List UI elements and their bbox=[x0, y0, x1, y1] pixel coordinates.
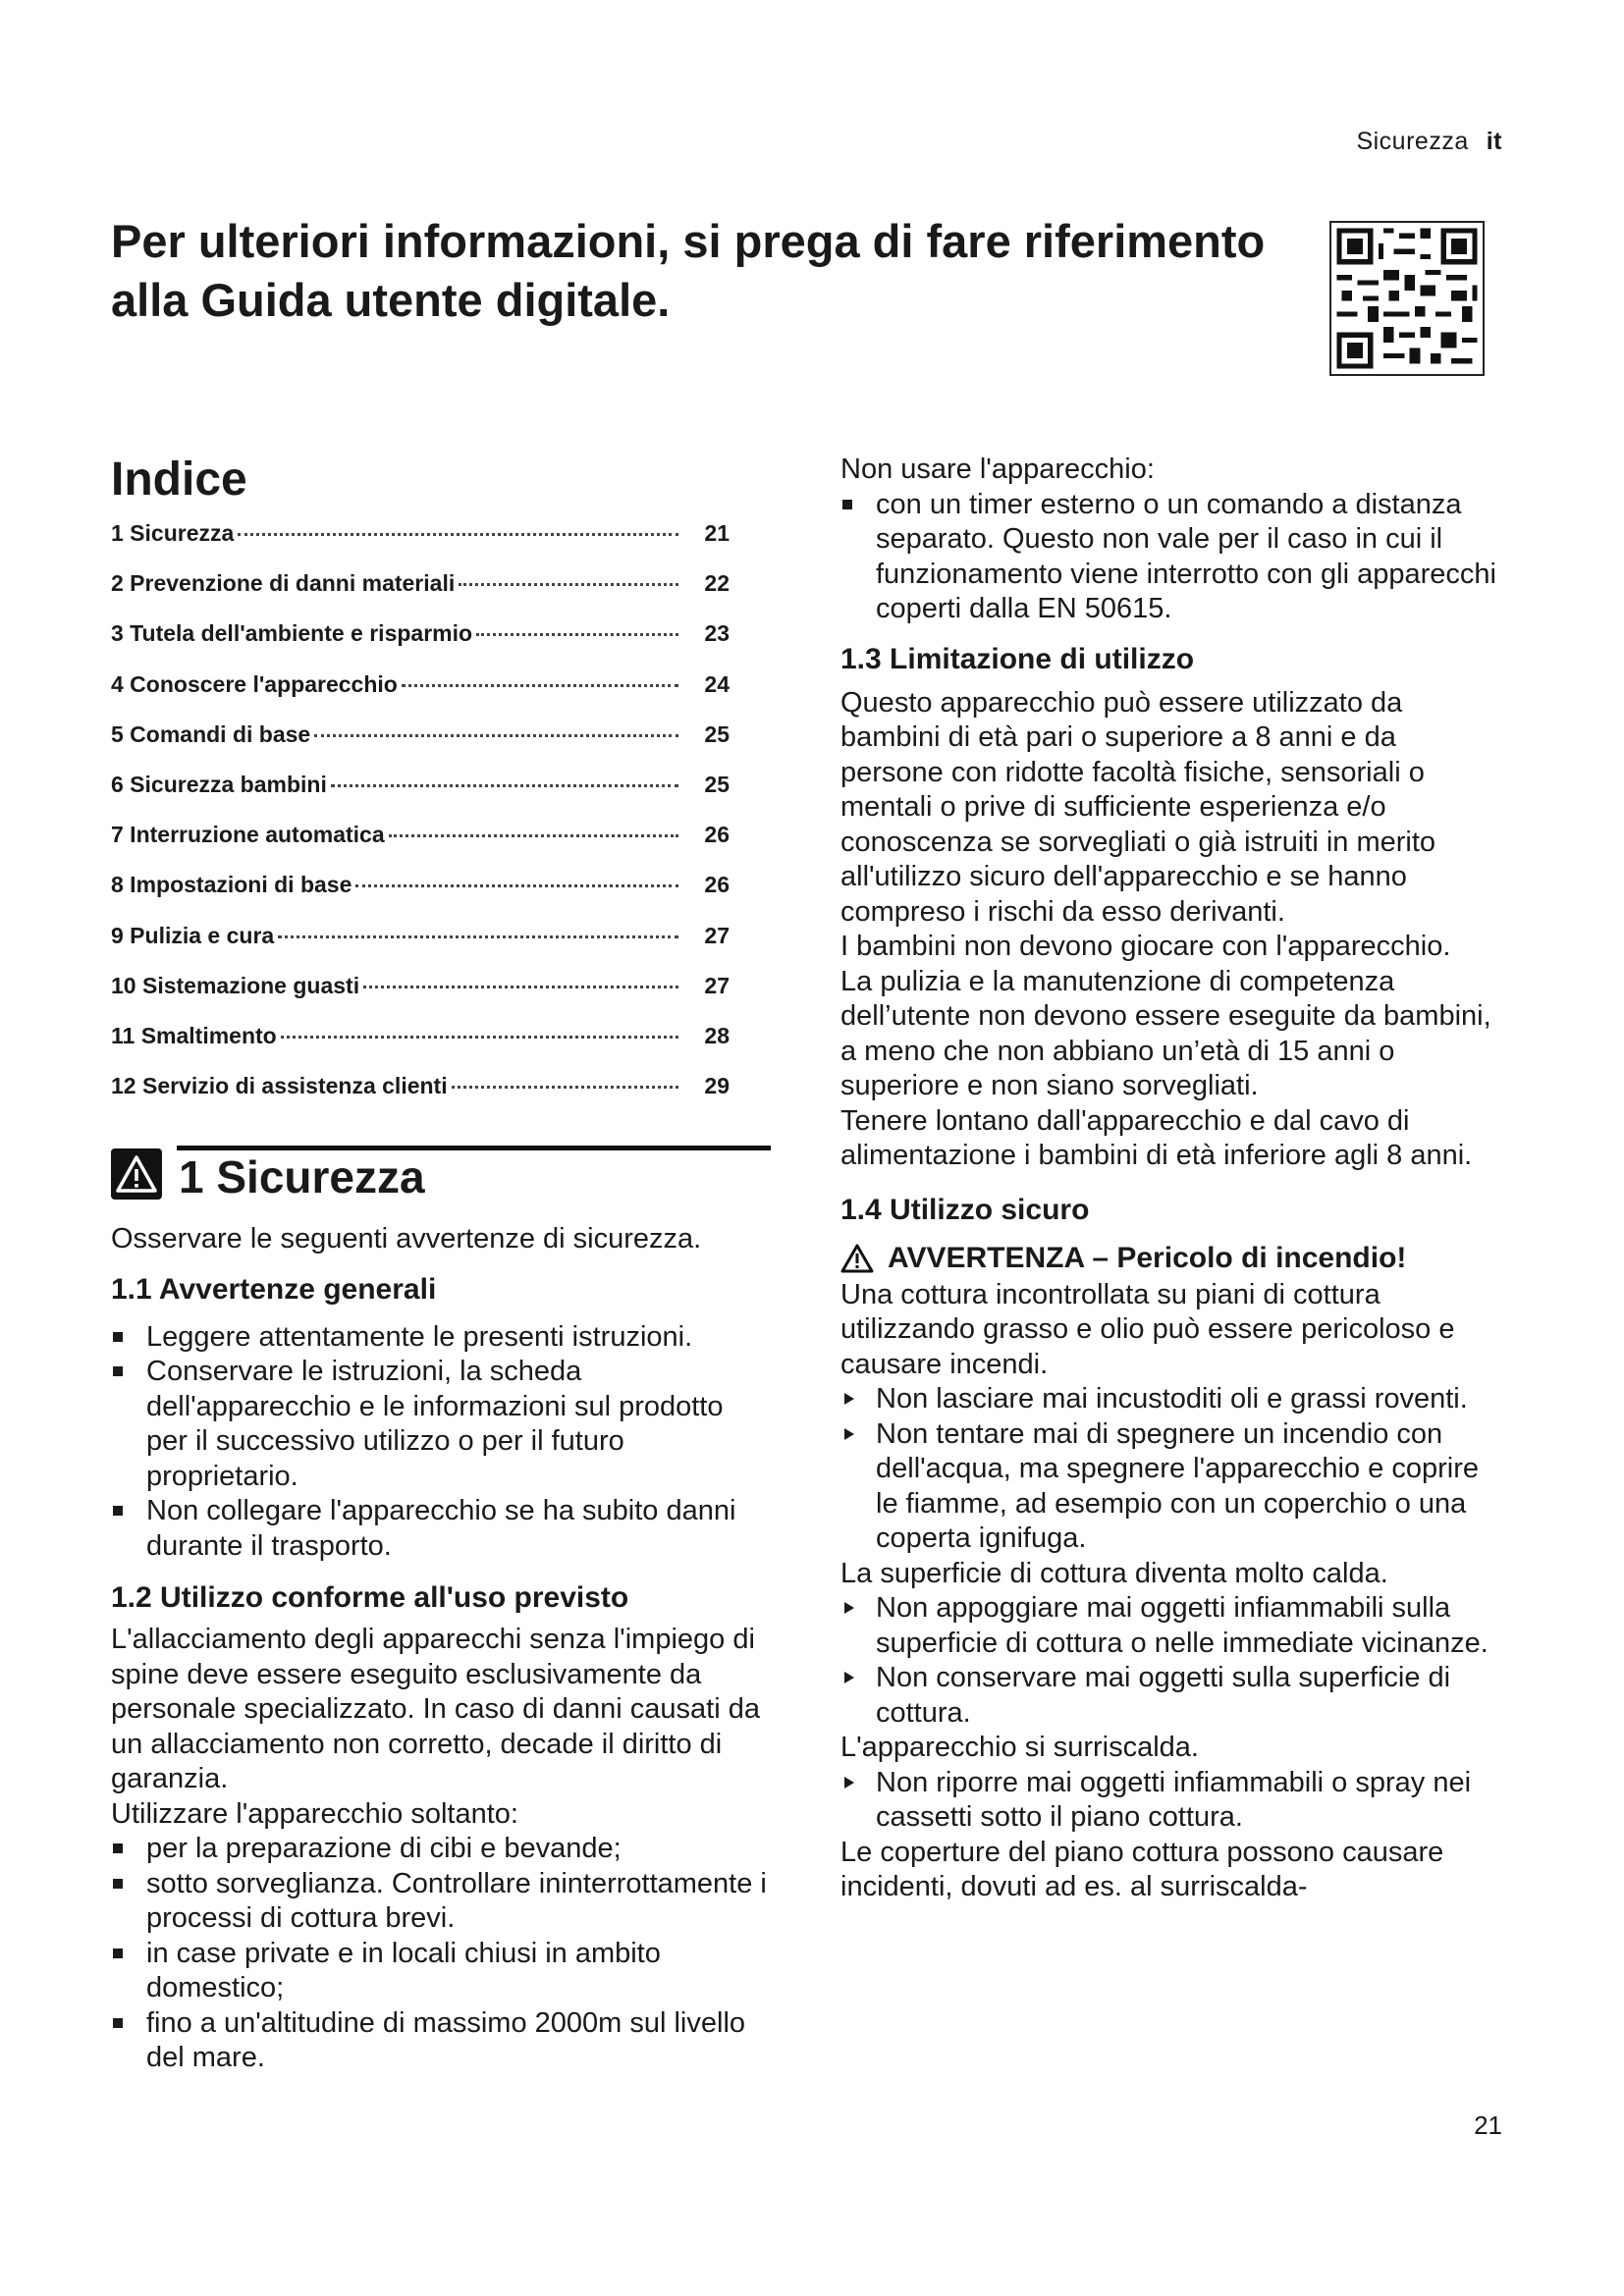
list-item: Non tentare mai di spegnere un incendio con dell'acqua, ma spegnere l'apparecchio e coprire le fiamme, ad esempio con un coperchio o una coperta ignifuga. bbox=[840, 1417, 1498, 1557]
list-item: fino a un'altitudine di massimo 2000m sul livello del mare. bbox=[111, 2006, 771, 2076]
fire-warning bbox=[840, 1239, 1498, 1278]
warning-icon bbox=[111, 1148, 162, 1200]
section-intro: Osservare le seguenti avvertenze di sicurezza. bbox=[111, 1223, 702, 1255]
heading-1-1: 1.1 Avvertenze generali bbox=[111, 1272, 437, 1306]
warning-text: AVVERTENZA – Pericolo di incendio! bbox=[888, 1241, 1407, 1274]
warning-triangle-icon bbox=[840, 1244, 874, 1273]
list-item: Leggere attentamente le presenti istruzioni. bbox=[111, 1320, 771, 1356]
list-item: Conservare le istruzioni, la scheda dell'apparecchio e le informazioni sul prodotto per il successivo utilizzo o per il futuro proprietario. bbox=[111, 1355, 771, 1494]
page-number: 21 bbox=[1474, 2110, 1502, 2140]
forbidden-use-list bbox=[840, 488, 1498, 627]
toc-entry[interactable]: 2 Prevenzione di danni materiali 22 bbox=[111, 570, 730, 597]
toc-entry[interactable]: 4 Conoscere l'apparecchio 24 bbox=[111, 670, 730, 697]
general-warnings-list bbox=[111, 1320, 771, 1565]
toc-entry[interactable]: 1 Sicurezza 21 bbox=[111, 520, 730, 546]
paragraph: La superficie di cottura diventa molto calda. bbox=[840, 1557, 1388, 1589]
list-item: Non conservare mai oggetti sulla superficie di cottura. bbox=[840, 1661, 1498, 1731]
list-item: Non collegare l'apparecchio se ha subito danni durante il trasporto. bbox=[111, 1494, 771, 1564]
toc-entry[interactable]: 3 Tutela dell'ambiente e risparmio 23 bbox=[111, 620, 730, 647]
header-lang: it bbox=[1486, 128, 1502, 155]
list-item: Non lasciare mai incustoditi oli e grassi roventi. bbox=[840, 1382, 1498, 1417]
paragraph: I bambini non devono giocare con l'apparecchio. bbox=[840, 931, 1451, 962]
heading-1-3: 1.3 Limitazione di utilizzo bbox=[840, 642, 1195, 675]
left-column-body bbox=[111, 1222, 771, 2076]
paragraph: Questo apparecchio può essere utilizzato da bambini di età pari o superiore a 8 anni e da persone con ridotte facoltà fisiche, sensoriali o mentali o prive di sufficiente esperienza e/o conoscenza se sorvegliati o già istruiti in merito all'utilizzo sicuro dell'apparecchio e se hanno compreso i rischi da esso derivanti. bbox=[840, 686, 1436, 928]
heading-1-4: 1.4 Utilizzo sicuro bbox=[840, 1193, 1090, 1226]
toc-entry[interactable]: 12 Servizio di assistenza clienti 29 bbox=[111, 1073, 730, 1099]
paragraph: Le coperture del piano cottura possono causare incidenti, dovuti ad es. al surriscalda- bbox=[840, 1836, 1444, 1902]
toc-entry[interactable]: 10 Sistemazione guasti 27 bbox=[111, 972, 730, 998]
toc-entry[interactable]: 6 Sicurezza bambini 25 bbox=[111, 771, 730, 797]
header-section: Sicurezza bbox=[1356, 128, 1469, 155]
list-item: Non riporre mai oggetti infiammabili o spray nei cassetti sotto il piano cottura. bbox=[840, 1766, 1498, 1836]
heading-1-2: 1.2 Utilizzo conforme all'uso previsto bbox=[111, 1581, 629, 1614]
paragraph: La pulizia e la manutenzione di competenza dell’utente non devono essere eseguite da bambini, a meno che non abbiano un’età di 15 anni o superiore e non siano sorvegliati. bbox=[840, 965, 1491, 1101]
table-of-contents bbox=[111, 520, 730, 1123]
digital-guide-banner: Per ulteriori informazioni, si prega di fare riferimento alla Guida utente digitale. bbox=[111, 215, 1266, 326]
fire-instructions-list bbox=[840, 1382, 1498, 1557]
paragraph: Una cottura incontrollata su piani di cottura utilizzando grasso e olio può essere pericoloso e causare incendi. bbox=[840, 1278, 1455, 1380]
toc-title: Indice bbox=[111, 454, 247, 506]
right-column-body bbox=[840, 453, 1498, 1905]
toc-entry[interactable]: 7 Interruzione automatica 26 bbox=[111, 822, 730, 848]
list-item: in case private e in locali chiusi in ambito domestico; bbox=[111, 1937, 771, 2006]
toc-entry[interactable]: 5 Comandi di base 25 bbox=[111, 721, 730, 747]
qr-code-icon bbox=[1329, 221, 1485, 376]
hot-surface-list bbox=[840, 1591, 1498, 1731]
paragraph: L'allacciamento degli apparecchi senza l'impiego di spine deve essere eseguito esclusivamente da personale specializzato. In caso di danni causati da un allacciamento non corretto, decade il diritto di garanzia. bbox=[111, 1624, 760, 1794]
list-item: con un timer esterno o un comando a distanza separato. Questo non vale per il caso in cui il funzionamento viene interrotto con gli apparecchi coperti dalla EN 50615. bbox=[840, 488, 1498, 627]
running-header bbox=[1356, 128, 1502, 156]
section-title: 1 Sicurezza bbox=[179, 1151, 425, 1202]
allowed-use-list bbox=[111, 1832, 771, 2076]
toc-entry[interactable]: 8 Impostazioni di base 26 bbox=[111, 872, 730, 898]
paragraph: Non usare l'apparecchio: bbox=[840, 454, 1155, 485]
toc-entry[interactable]: 9 Pulizia e cura 27 bbox=[111, 922, 730, 948]
paragraph: Tenere lontano dall'apparecchio e dal cavo di alimentazione i bambini di età inferiore agli 8 anni. bbox=[840, 1104, 1473, 1171]
paragraph: L'apparecchio si surriscalda. bbox=[840, 1732, 1199, 1763]
overheat-list bbox=[840, 1766, 1498, 1836]
list-item: sotto sorveglianza. Controllare ininterrottamente i processi di cottura brevi. bbox=[111, 1867, 771, 1937]
list-item: Non appoggiare mai oggetti infiammabili sulla superficie di cottura o nelle immediate vicinanze. bbox=[840, 1591, 1498, 1661]
paragraph: Utilizzare l'apparecchio soltanto: bbox=[111, 1797, 518, 1830]
list-item: per la preparazione di cibi e bevande; bbox=[111, 1832, 771, 1867]
toc-entry[interactable]: 11 Smaltimento 28 bbox=[111, 1022, 730, 1048]
